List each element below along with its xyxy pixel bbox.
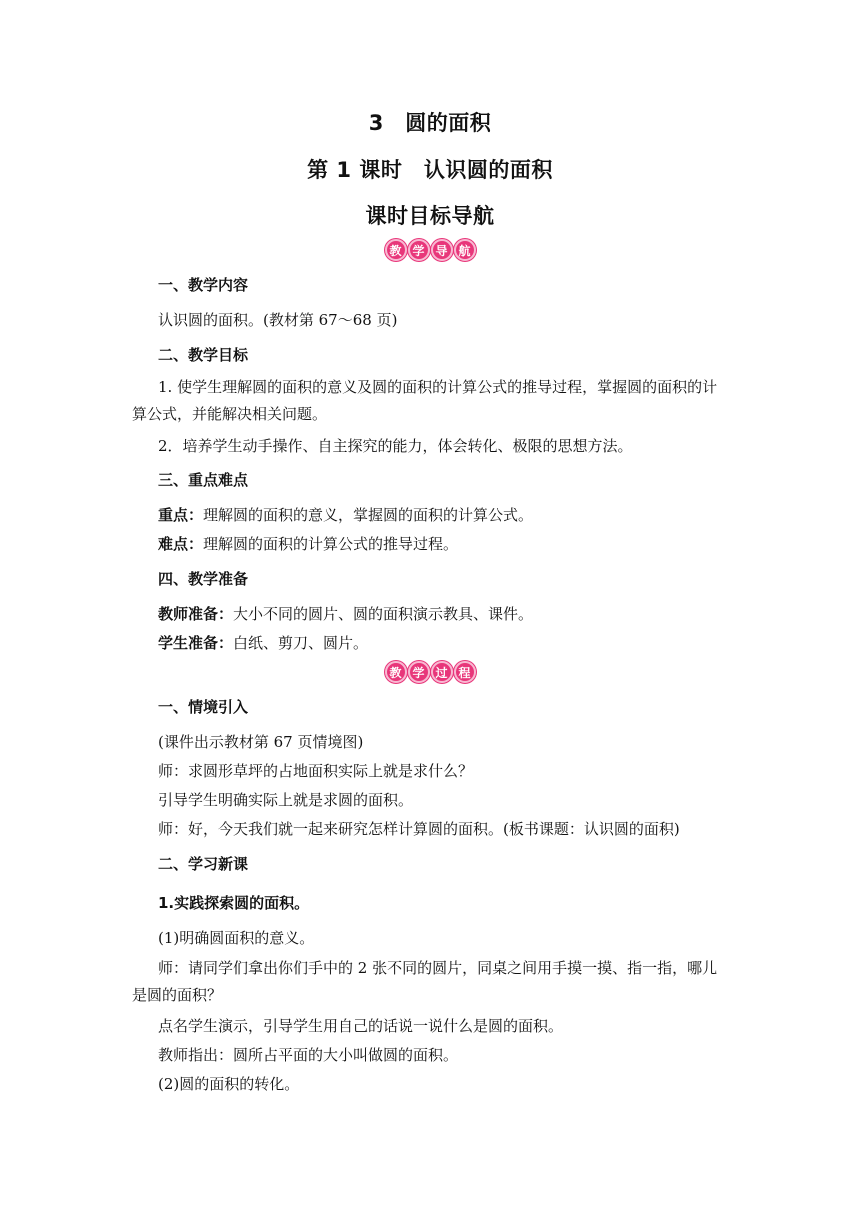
difficult-point xyxy=(158,534,718,554)
goal-paragraph: 1. 使学生理解圆的面积的意义及圆的面积的计算公式的推导过程，掌握圆的面积的计算公式，并能解决相关问题。 xyxy=(132,378,718,423)
badge-char: 过 xyxy=(431,661,453,683)
key-point xyxy=(158,505,718,525)
teacher-prep xyxy=(158,604,718,624)
step-heading: 1.实践探索圆的面积。 xyxy=(158,894,310,912)
content-text: 认识圆的面积。(教材第 67～68 页) xyxy=(158,311,398,329)
goal-paragraph: 2．培养学生动手操作、自主探究的能力，体会转化、极限的思想方法。 xyxy=(158,437,633,455)
badge-char: 教 xyxy=(385,661,407,683)
section-heading: 二、学习新课 xyxy=(158,855,249,873)
body-line: (1)明确圆面积的意义。 xyxy=(158,929,315,947)
key-label: 重点： xyxy=(158,506,204,524)
student-prep-label: 学生准备： xyxy=(158,634,234,652)
body-line: 引导学生明确实际上就是求圆的面积。 xyxy=(158,791,414,809)
badge-char: 程 xyxy=(454,661,476,683)
lesson-title: 第 1 课时 认识圆的面积 xyxy=(307,158,553,182)
student-prep xyxy=(158,633,718,653)
badge-char: 导 xyxy=(431,239,453,261)
key-text: 理解圆的面积的意义，掌握圆的面积的计算公式。 xyxy=(203,506,534,524)
section-heading: 三、重点难点 xyxy=(158,471,249,489)
teaching-process-badge xyxy=(0,661,860,683)
teacher-prep-text: 大小不同的圆片、圆的面积演示教具、课件。 xyxy=(233,605,534,623)
section-heading: 一、教学内容 xyxy=(158,276,249,294)
section-heading: 四、教学准备 xyxy=(158,570,249,588)
difficult-text: 理解圆的面积的计算公式的推导过程。 xyxy=(203,535,459,553)
chapter-title: 3 圆的面积 xyxy=(368,111,492,135)
body-paragraph: 师：请同学们拿出你们手中的 2 张不同的圆片，同桌之间用手摸一摸、指一指，哪儿是圆的面积？ xyxy=(132,959,718,1004)
badge-char: 航 xyxy=(454,239,476,261)
section-title: 课时目标导航 xyxy=(365,204,495,228)
badge-char: 学 xyxy=(408,239,430,261)
body-line: 师：好，今天我们就一起来研究怎样计算圆的面积。(板书课题：认识圆的面积) xyxy=(158,820,680,838)
body-line: (2)圆的面积的转化。 xyxy=(158,1075,300,1093)
teacher-prep-label: 教师准备： xyxy=(158,605,234,623)
section-heading: 一、情境引入 xyxy=(158,698,249,716)
badge-char: 学 xyxy=(408,661,430,683)
teaching-guide-badge xyxy=(0,239,860,261)
body-line: 教师指出：圆所占平面的大小叫做圆的面积。 xyxy=(158,1046,459,1064)
body-line: 师：求圆形草坪的占地面积实际上就是求什么？ xyxy=(158,762,474,780)
body-line: (课件出示教材第 67 页情境图) xyxy=(158,733,364,751)
badge-char: 教 xyxy=(385,239,407,261)
difficult-label: 难点： xyxy=(158,535,204,553)
student-prep-text: 白纸、剪刀、圆片。 xyxy=(233,634,369,652)
section-heading: 二、教学目标 xyxy=(158,346,249,364)
body-line: 点名学生演示，引导学生用自己的话说一说什么是圆的面积。 xyxy=(158,1017,564,1035)
